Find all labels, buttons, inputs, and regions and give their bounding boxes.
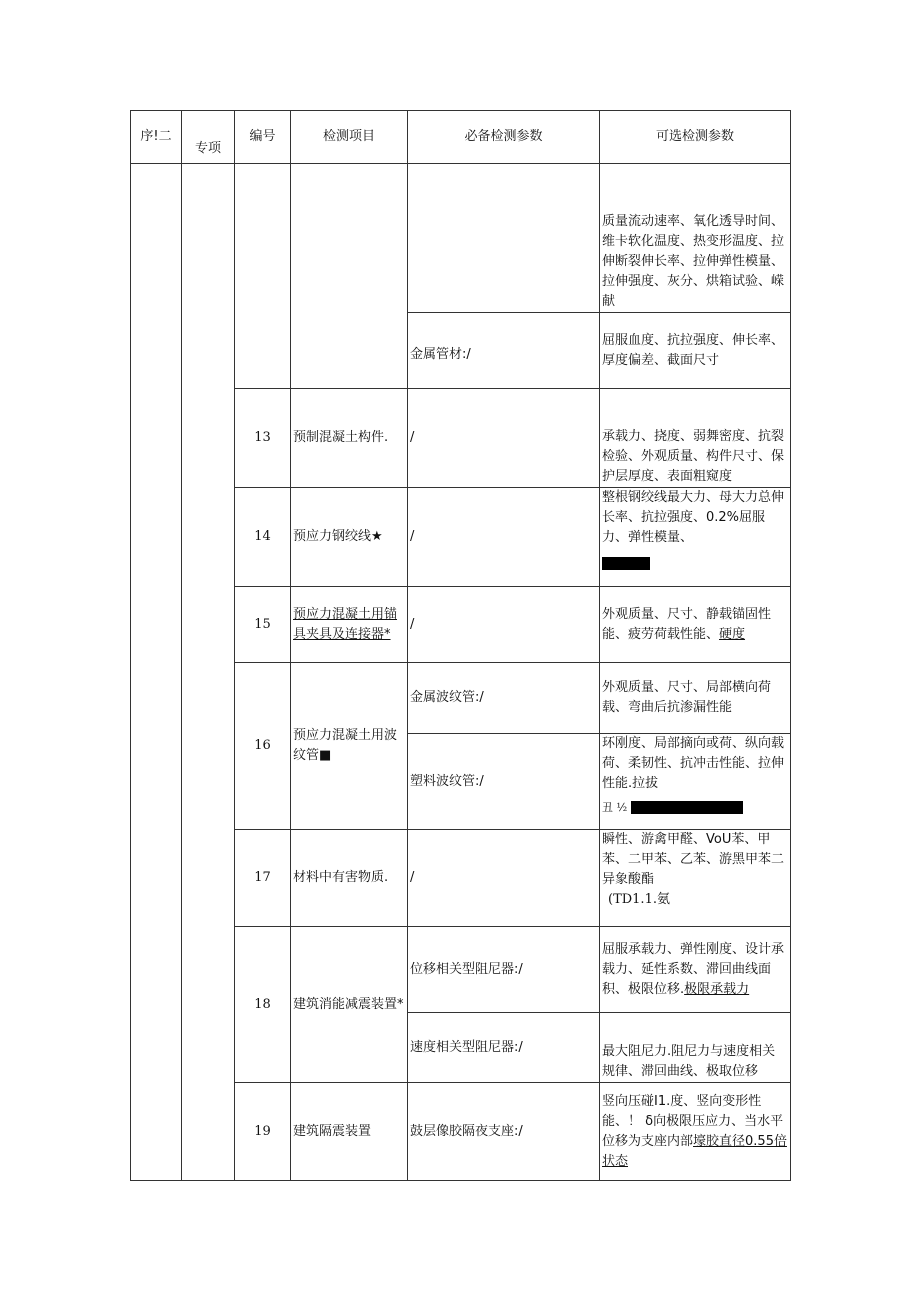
optional-cell: 质量流动速率、氧化透导时间、维卡软化温度、热变形温度、拉伸断裂伸长率、拉伸弹性模量、拉伸强度、灰分、烘箱试验、嵘献 <box>600 164 791 313</box>
optional-cell <box>600 1083 791 1181</box>
code-cell: 19 <box>235 1083 291 1181</box>
optional-text: 外观质量、尺寸、静载锚固性能、疲劳荷载性能、 <box>602 606 772 642</box>
header-optional: 可选检测参数 <box>600 111 791 164</box>
header-item: 检测项目 <box>291 111 408 164</box>
code-cell: 16 <box>235 663 291 830</box>
optional-text: 瞬性、游禽甲醛、VoU苯、甲苯、二甲苯、乙苯、游黑甲苯二异象酸酯 <box>602 832 785 887</box>
required-cell: 位移相关型阻尼器:/ <box>408 927 600 1013</box>
optional-text: 环刚度、局部摘向或荷、纵向载荷、柔韧性、抗冲击性能、拉伸性能.拉拔 <box>602 736 785 791</box>
optional-tail-text: 丑 ½ <box>602 801 628 814</box>
optional-underlined-text: 硬度 <box>719 626 746 642</box>
optional-text: 屈服承载力、弹性刚度、设计承载力、延性系数、滞回曲线面积、极限位移. <box>602 941 785 997</box>
required-cell <box>408 164 600 313</box>
optional-cell: 外观质量、尺寸、局部横向荷载、弯曲后抗渗漏性能 <box>600 663 791 734</box>
item-cell: 建筑隔震装置 <box>291 1083 408 1181</box>
optional-cell: 最大阻尼力.阻尼力与速度相关规律、滞回曲线、极取位移 <box>600 1013 791 1083</box>
optional-underlined-text: 极限承载力 <box>684 981 750 997</box>
header-seq: 序!二 <box>131 111 182 164</box>
code-cell: 13 <box>235 389 291 488</box>
required-cell: 金属波纹管:/ <box>408 663 600 734</box>
required-cell: 塑料波纹管:/ <box>408 734 600 830</box>
required-cell: / <box>408 830 600 927</box>
item-cell: 预应力混凝土用锚具夹具及连接器* <box>291 587 408 663</box>
required-cell: / <box>408 488 600 587</box>
item-cell <box>291 164 408 389</box>
header-code: 编号 <box>235 111 291 164</box>
item-cell: 预应力混凝土用波纹管■ <box>291 663 408 830</box>
header-required: 必备检测参数 <box>408 111 600 164</box>
redaction-bar <box>631 801 743 814</box>
optional-cell: 屈服血度、抗拉强度、伸长率、厚度偏差、截面尺寸 <box>600 313 791 389</box>
required-cell: / <box>408 587 600 663</box>
inspection-table <box>130 110 791 1181</box>
optional-cell <box>600 734 791 830</box>
table-header-row <box>131 111 791 164</box>
table-row <box>131 164 791 313</box>
required-cell: / <box>408 389 600 488</box>
redaction-bar <box>602 557 650 570</box>
item-cell: 预应力钢绞线★ <box>291 488 408 587</box>
header-category: 专项 <box>182 111 235 164</box>
required-cell: 速度相关型阻尼器:/ <box>408 1013 600 1083</box>
optional-cell <box>600 927 791 1013</box>
optional-cell: 承载力、挠度、弱舞密度、抗裂检验、外观质量、构件尺寸、保护层厚度、表面粗窥度 <box>600 389 791 488</box>
optional-cell <box>600 830 791 927</box>
code-cell: 18 <box>235 927 291 1083</box>
optional-text: 竖向压碰I1.度、竖向变形性能、！ δ向极限压应力、当水平位移为支座内部 <box>602 1093 784 1149</box>
optional-text: 整根钢绞线最大力、母大力总伸长率、抗拉强度、0.2%屈服力、弹性模量、 <box>602 490 785 545</box>
optional-cell <box>600 488 791 587</box>
item-cell: 建筑消能减震装置* <box>291 927 408 1083</box>
item-cell: 预制混凝土构件. <box>291 389 408 488</box>
category-cell <box>182 164 235 1181</box>
seq-cell <box>131 164 182 1181</box>
required-cell: 鼓层像胶隔夜支座:/ <box>408 1083 600 1181</box>
required-cell: 金属管材:/ <box>408 313 600 389</box>
code-cell <box>235 164 291 389</box>
optional-underlined-text: 壕胶直径0.55倍状态 <box>602 1133 787 1169</box>
item-cell: 材料中有害物质. <box>291 830 408 927</box>
code-cell: 17 <box>235 830 291 927</box>
code-cell: 15 <box>235 587 291 663</box>
optional-cell <box>600 587 791 663</box>
code-cell: 14 <box>235 488 291 587</box>
optional-tail-text: (TD1.1.氨 <box>608 892 670 907</box>
